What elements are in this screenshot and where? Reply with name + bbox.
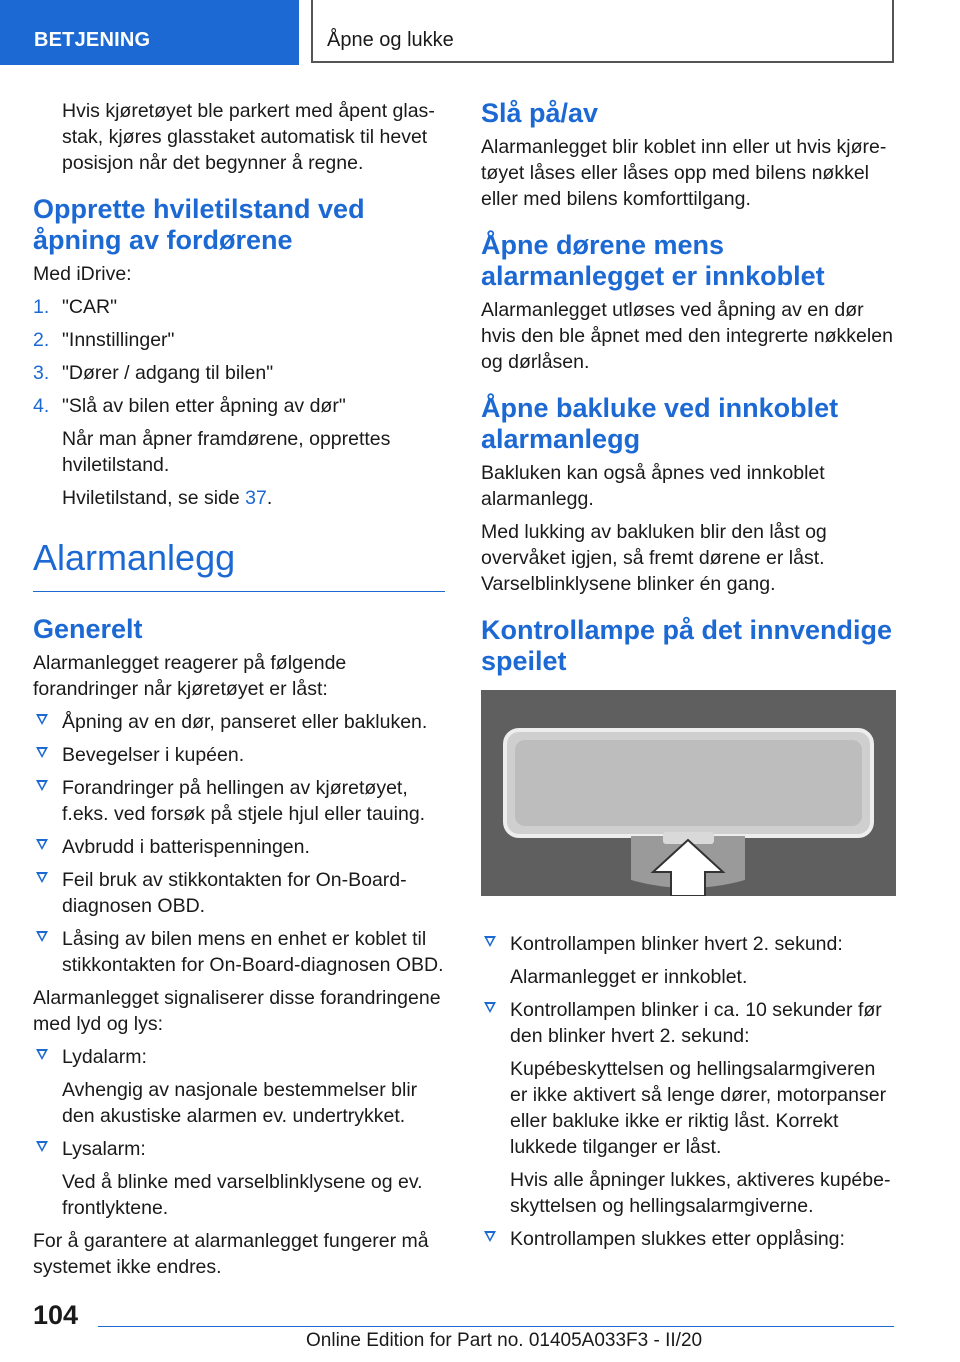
step-note: Når man åpner framdørene, opprettes hviletilstand. [62, 428, 391, 476]
on-off-paragraph: Alarmanlegget blir koblet inn eller ut hvis kjøretøyet låses eller låses opp med bilens nøkkel eller med bilens komforttilgang. [481, 136, 887, 210]
list-item [33, 1136, 445, 1221]
see-prefix: Hviletilstand, se side [62, 487, 246, 509]
triangle-bullet-icon [36, 714, 48, 725]
triangle-bullet-icon [484, 1002, 496, 1013]
heading-indicator-lamp: Kontrollampe på det innvendige speilet [481, 615, 893, 676]
step-text: "Slå av bilen etter åpning av dør" [62, 395, 346, 417]
step-text: "Dører / adgang til bilen" [62, 362, 274, 384]
triangle-bullet-icon [36, 872, 48, 883]
mirror-illustration [481, 690, 896, 896]
triangle-bullet-icon [484, 1231, 496, 1242]
closing-paragraph: For å garantere at alarmanlegget fungerer må systemet ikke endres. [33, 1230, 429, 1278]
list-item [33, 834, 445, 860]
list-item [33, 742, 445, 768]
list-item-text: Forandringer på hellingen av kjøretøyet, f.eks. ved forsøk på stjele hjul eller tauing. [62, 777, 426, 825]
step-number: 3. [33, 362, 50, 384]
triangle-bullet-icon [484, 936, 496, 947]
heading-open-doors: Åpne dørene mens alarmanlegget er innkoblet [481, 230, 825, 291]
step-item [33, 360, 445, 386]
heading-tailgate: Åpne bakluke ved innkoblet alarmanlegg [481, 393, 839, 454]
list-item [33, 1044, 445, 1129]
edition-note: Online Edition for Part no. 01405A033F3 - II/20 [306, 1330, 703, 1351]
see-reference [62, 485, 445, 511]
section-tab [0, 0, 299, 65]
step-number: 1. [33, 296, 50, 318]
step-item [33, 327, 445, 353]
step-item [33, 393, 445, 511]
list-item-text: Åpning av en dør, panseret eller bakluken. [62, 711, 428, 733]
list-item-text: Feil bruk av stikkontakten for On-Board-diagnosen OBD. [62, 869, 407, 917]
triangle-bullet-icon [36, 931, 48, 942]
trigger-list [33, 709, 445, 978]
lamp-state-list [481, 931, 893, 1252]
heading-on-off: Slå på/av [481, 98, 599, 128]
list-item [33, 867, 445, 919]
general-intro: Alarmanlegget reagerer på følgende forandringer når kjøretøyet er låst: [33, 652, 347, 700]
step-text: "CAR" [62, 296, 118, 318]
triangle-bullet-icon [36, 747, 48, 758]
list-item [33, 775, 445, 827]
list-item-text: Kontrollampen slukkes etter opplåsing: [510, 1228, 845, 1250]
list-item-detail: Alarmanlegget er innkoblet. [510, 966, 748, 988]
footer-divider [98, 1326, 894, 1327]
list-item-text: Avbrudd i batterispenningen. [62, 836, 310, 858]
list-item-detail: Ved å blinke med varselblinklysene og ev. frontlyktene. [62, 1171, 423, 1219]
heading-alarm: Alarmanlegg [33, 537, 445, 592]
open-doors-paragraph: Alarmanlegget utløses ved åpning av en dør hvis den ble åpnet med den integrerte nøkkelen og dørlåsen. [481, 299, 893, 373]
list-item-text: Låsing av bilen mens en enhet er koblet til stikkontakten for On-Board-diagnosen OBD. [62, 928, 444, 976]
list-item [481, 931, 893, 990]
heading-general: Generelt [33, 614, 143, 644]
list-item-detail: Avhengig av nasjonale bestemmelser blir den akustiske alarmen ev. undertrykket. [62, 1079, 418, 1127]
tailgate-paragraph-1: Bakluken kan også åpnes ved innkoblet alarmanlegg. [481, 462, 825, 510]
see-suffix: . [266, 487, 273, 509]
list-item [33, 926, 445, 978]
list-item [481, 1226, 893, 1252]
triangle-bullet-icon [36, 839, 48, 850]
step-text: "Innstillinger" [62, 329, 175, 351]
chapter-tab [311, 0, 894, 63]
tailgate-paragraph-2: Med lukking av bakluken blir den låst og overvåket igjen, så fremt dørene er låst. Varselblinklysene blinker én gang. [481, 521, 827, 595]
list-item [33, 709, 445, 735]
list-item-text: Bevegelser i kupéen. [62, 744, 245, 766]
signal-intro: Alarmanlegget signaliserer disse forandringene med lyd og lys: [33, 987, 441, 1035]
intro-paragraph: Hvis kjøretøyet ble parkert med åpent glasstak, kjøres glasstaket automatisk til hevet posisjon når det begynner å regne. [62, 100, 435, 174]
idrive-label: Med iDrive: [33, 263, 132, 285]
right-column [481, 98, 893, 1259]
step-number: 4. [33, 395, 50, 417]
chapter-title: Åpne og lukke [327, 29, 454, 51]
step-item [33, 294, 445, 320]
section-title: BETJENING [34, 29, 151, 51]
list-item-detail: Kupébeskyttelsen og hellingsalarmgiveren er ikke aktivert så lenge dører, motorpanser eller bakluke ikke er riktig låst. Korrekt lukkede tilganger er låst. [510, 1058, 887, 1158]
triangle-bullet-icon [36, 1049, 48, 1060]
left-column [33, 98, 445, 1287]
triangle-bullet-icon [36, 780, 48, 791]
page-link[interactable]: 37 [245, 487, 267, 509]
list-item [481, 997, 893, 1219]
signal-list [33, 1044, 445, 1221]
page-number: 104 [33, 1300, 79, 1330]
step-number: 2. [33, 329, 50, 351]
list-item-detail: Hvis alle åpninger lukkes, aktiveres kupébeskyttelsen og hellingsalarmgiverne. [510, 1169, 891, 1217]
idrive-steps [33, 294, 445, 511]
list-item-text: Kontrollampen blinker hvert 2. sekund: [510, 933, 843, 955]
heading-rest-state: Opprette hviletilstand ved åpning av fordørene [33, 194, 365, 255]
list-item-text: Lydalarm: [62, 1046, 147, 1068]
list-item-text: Lysalarm: [62, 1138, 146, 1160]
triangle-bullet-icon [36, 1141, 48, 1152]
list-item-text: Kontrollampen blinker i ca. 10 sekunder før den blinker hvert 2. sekund: [510, 999, 882, 1047]
